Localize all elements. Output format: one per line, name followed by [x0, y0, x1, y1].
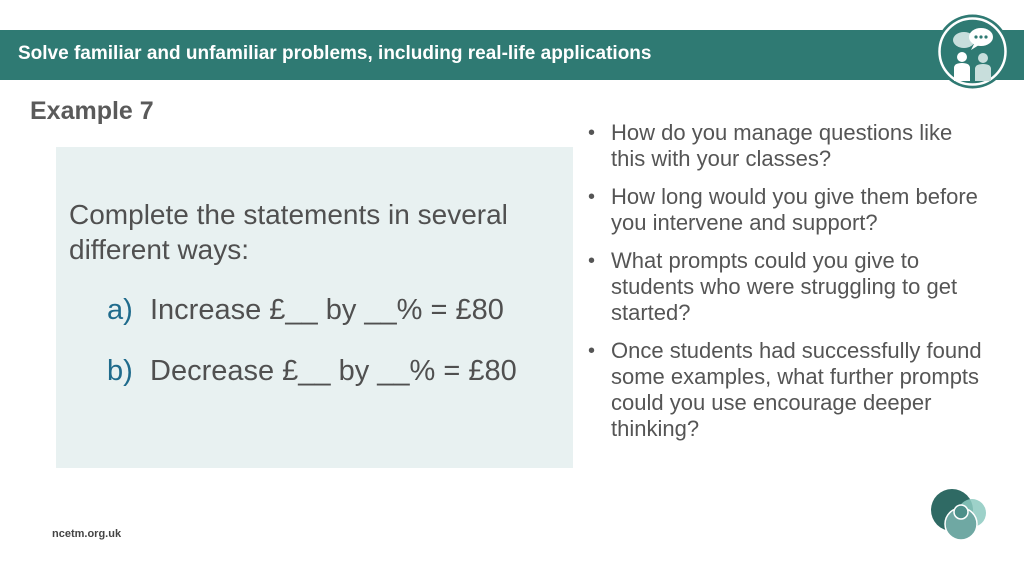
question-item: • How long would you give them before you intervene and support?: [588, 184, 978, 235]
task-prompt: Complete the statements in several different ways:: [69, 199, 508, 265]
question-item: • What prompts could you give to students who were struggling to get started?: [588, 248, 958, 325]
question-item: • How do you manage questions like this with your classes?: [588, 120, 953, 171]
header-banner: [0, 30, 1024, 80]
discussion-people-icon: [934, 13, 1011, 90]
example-title: Example 7: [30, 97, 154, 125]
task-item-letter: a): [107, 294, 133, 326]
task-box: [56, 147, 573, 468]
footer-url: ncetm.org.uk: [52, 528, 122, 540]
task-item: [107, 355, 517, 388]
ncetm-logo-icon: [928, 488, 988, 543]
task-item-text: Increase £__ by __% = £80: [150, 294, 504, 326]
bullet-icon: •: [588, 250, 596, 272]
task-item-text: Decrease £__ by __% = £80: [150, 355, 517, 387]
task-item-letter: b): [107, 355, 133, 387]
task-item: [107, 294, 504, 327]
banner-title: Solve familiar and unfamiliar problems, including real-life applications: [18, 43, 652, 64]
bullet-icon: •: [588, 186, 596, 208]
bullet-icon: •: [588, 340, 596, 362]
question-item: • Once students had successfully found some examples, what further prompts could you use encourage deeper thinking?: [588, 338, 982, 441]
bullet-icon: •: [588, 122, 596, 144]
discussion-questions: [588, 120, 988, 454]
